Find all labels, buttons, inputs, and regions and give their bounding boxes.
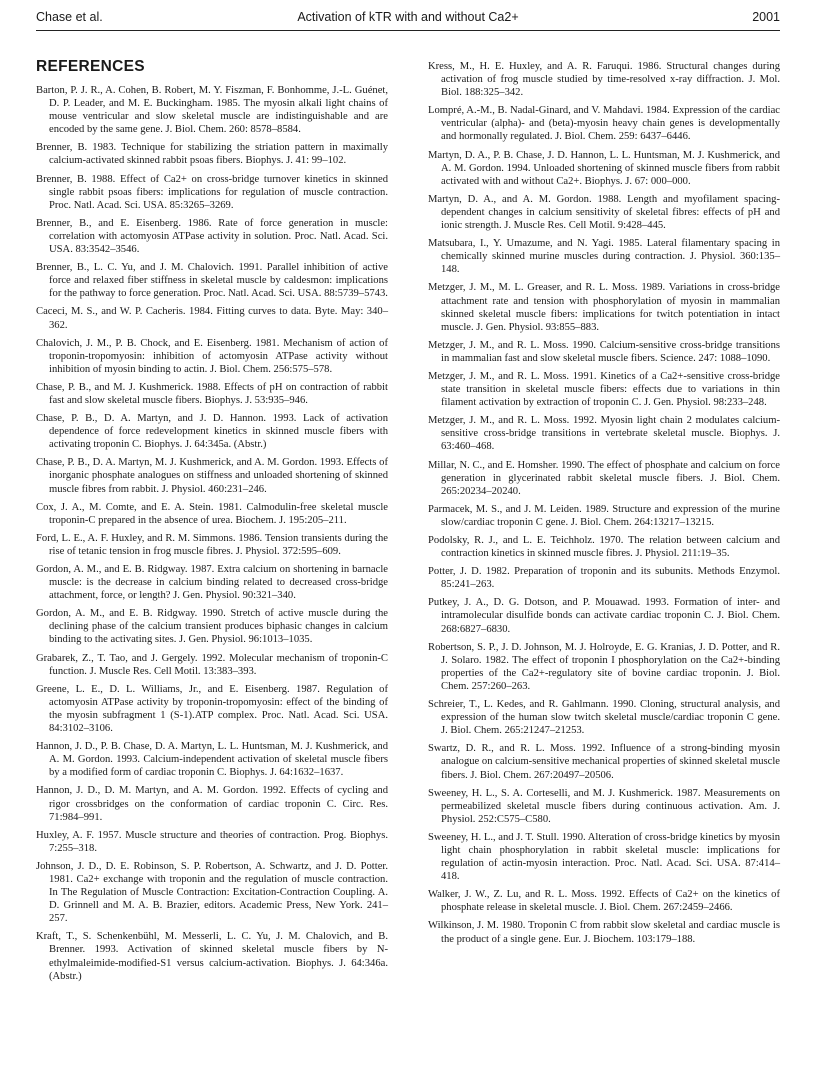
reference-entry: Metzger, J. M., and R. L. Moss. 1990. Calcium-sensitive cross-bridge transitions in mammalian fast and slow skeletal muscle fibers. Science. 247: 1088–1090. [428,339,780,364]
reference-entry: Ford, L. E., A. F. Huxley, and R. M. Simmons. 1986. Tension transients during the rise of tetanic tension in frog muscle fibres. J. Physiol. 372:595–609. [36,532,388,557]
reference-entry: Brenner, B., and E. Eisenberg. 1986. Rate of force generation in muscle: correlation with actomyosin ATPase activity in solution. Proc. Natl. Acad. Sci. USA. 83:3542–3546. [36,217,388,256]
reference-entry: Putkey, J. A., D. G. Dotson, and P. Mouawad. 1993. Formation of inter- and intramolecular disulfide bonds can activate cardiac troponin C. J. Biol. Chem. 268:6827–6830. [428,597,780,635]
reference-entry: Brenner, B. 1983. Technique for stabilizing the striation pattern in maximally calcium-activated skinned rabbit psoas fibers. Biophys. J. 41: 99–102. [36,142,388,167]
reference-entry: Cox, J. A., M. Comte, and E. A. Stein. 1981. Calmodulin-free skeletal muscle troponin-C prepared in the absence of urea. Biochem. J. 195:205–211. [36,501,388,526]
reference-entry: Sweeney, H. L., S. A. Corteselli, and M. J. Kushmerick. 1987. Measurements on permeabilized skeletal muscle fibers during continuous activation. Am. J. Physiol. 252:C575–C580. [428,787,780,825]
reference-entry: Chase, P. B., and M. J. Kushmerick. 1988. Effects of pH on contraction of rabbit fast and slow skeletal muscle fibers. Biophys. J. 53:935–946. [36,381,388,406]
page-number: 2001 [752,10,780,24]
reference-entry: Brenner, B., L. C. Yu, and J. M. Chalovich. 1991. Parallel inhibition of active force and relaxed fiber stiffness in skeletal muscle by caldesmon: implications for the pathway to force generation. Proc. Natl. Acad. Sci. USA. 88:5739–5743. [36,262,388,300]
reference-entry: Martyn, D. A., P. B. Chase, J. D. Hannon, L. L. Huntsman, M. J. Kushmerick, and A. M. Gordon. 1994. Unloaded shortening of skinned muscle fibers from rabbit activated with and without Ca2+. Biophys. J. 67: 000–000. [428,149,780,187]
reference-entry: Chase, P. B., D. A. Martyn, and J. D. Hannon. 1993. Lack of activation dependence of force redevelopment kinetics in skinned muscle fibers with activating troponin C. Biophys. J. 64:345a. (Abstr.) [36,413,388,451]
reference-entry: Huxley, A. F. 1957. Muscle structure and theories of contraction. Prog. Biophys. 7:255–318. [36,829,388,854]
references-heading: REFERENCES [36,58,145,75]
header-authors: Chase et al. [36,10,103,24]
reference-entry: Chalovich, J. M., P. B. Chock, and E. Eisenberg. 1981. Mechanism of action of troponin-tropomyosin: inhibition of actomyosin ATPase activity without inhibition of myosin binding to actin. J. Biol. Chem. 256:575–578. [36,337,388,375]
reference-entry: Wilkinson, J. M. 1980. Troponin C from rabbit slow skeletal and cardiac muscle is the product of a single gene. Eur. J. Biochem. 103:179–188. [428,920,780,945]
reference-entry: Metzger, J. M., and R. L. Moss. 1991. Kinetics of a Ca2+-sensitive cross-bridge state transition in skeletal muscle fibers: effects due to variations in thin filament activation by extraction of troponin C. J. Gen. Physiol. 98:233–248. [428,370,780,409]
reference-entry: Swartz, D. R., and R. L. Moss. 1992. Influence of a strong-binding myosin analogue on calcium-sensitive mechanical properties of skinned skeletal muscle fibers. J. Biol. Chem. 267:20497–20506. [428,743,780,781]
reference-entry: Millar, N. C., and E. Homsher. 1990. The effect of phosphate and calcium on force generation in glycerinated rabbit skeletal muscle fibers. J. Biol. Chem. 265:20234–20240. [428,459,780,497]
reference-entry: Barton, P. J. R., A. Cohen, B. Robert, M. Y. Fiszman, F. Bonhomme, J.-L. Guénet, D. P. Leader, and M. E. Buckingham. 1985. The myosin alkali light chains of mouse ventricular and slow skeletal muscle are indistinguishable and are encoded by the same gene. J. Biol. Chem. 260: 8578–8584. [36,85,388,136]
reference-entry: Grabarek, Z., T. Tao, and J. Gergely. 1992. Molecular mechanism of troponin-C function. J. Muscle Res. Cell Motil. 13:383–393. [36,652,388,677]
reference-entry: Kress, M., H. E. Huxley, and A. R. Faruqui. 1986. Structural changes during activation of frog muscle studied by time-resolved x-ray diffraction. J. Mol. Biol. 188:325–342. [428,61,780,99]
header-rule [36,30,780,31]
reference-entry: Walker, J. W., Z. Lu, and R. L. Moss. 1992. Effects of Ca2+ on the kinetics of phosphate release in skeletal muscle. J. Biol. Chem. 267:2459–2466. [428,889,780,914]
reference-entry: Podolsky, R. J., and L. E. Teichholz. 1970. The relation between calcium and contraction kinetics in skinned muscle fibres. J. Physiol. 211:19–35. [428,535,780,560]
reference-entry: Greene, L. E., D. L. Williams, Jr., and E. Eisenberg. 1987. Regulation of actomyosin ATPase activity by troponin-tropomyosin: effect of the binding of the myosin subfragment 1 (S-1).ATP complex. Proc. Natl. Acad. Sci. USA. 84:3102–3106. [36,683,388,735]
reference-entry: Metzger, J. M., and R. L. Moss. 1992. Myosin light chain 2 modulates calcium-sensitive cross-bridge transitions in vertebrate skeletal muscle. Biophys. J. 63:460–468. [428,415,780,453]
reference-entry: Gordon, A. M., and E. B. Ridgway. 1990. Stretch of active muscle during the declining phase of the calcium transient produces biphasic changes in calcium binding to the activating sites. J. Gen. Physiol. 96:1013–1035. [36,608,388,646]
running-header [36,10,780,30]
references-right-column [428,60,780,951]
reference-entry: Sweeney, H. L., and J. T. Stull. 1990. Alteration of cross-bridge kinetics by myosin light chain phosphorylation in rabbit skeletal muscle: implications for regulation of actin-myosin interaction. Proc. Natl. Acad. Sci. USA. 87:414–418. [428,831,780,883]
reference-entry: Brenner, B. 1988. Effect of Ca2+ on cross-bridge turnover kinetics in skinned single rabbit psoas fibers: implications for regulation of muscle contraction. Proc. Natl. Acad. Sci. USA. 85:3265–3269. [36,173,388,211]
reference-entry: Kraft, T., S. Schenkenbühl, M. Messerli, L. C. Yu, J. M. Chalovich, and B. Brenner. 1993. Activation of skinned skeletal muscle fibers by N-ethylmaleimide-modified-S1 versus calcium-activation. Biophys. J. 64:346a. (Abstr.) [36,931,388,982]
reference-entry: Martyn, D. A., and A. M. Gordon. 1988. Length and myofilament spacing-dependent changes in calcium sensitivity of skeletal fibres: effects of pH and ionic strength. J. Muscle Res. Cell Motil. 9:428–445. [428,193,780,232]
reference-entry: Hannon, J. D., D. M. Martyn, and A. M. Gordon. 1992. Effects of cycling and rigor crossbridges on the conformation of cardiac troponin C. Circ. Res. 71:984–991. [36,785,388,823]
reference-entry: Matsubara, I., Y. Umazume, and N. Yagi. 1985. Lateral filamentary spacing in chemically skinned murine muscles during contraction. J. Physiol. 360:135–148. [428,238,780,276]
reference-entry: Lompré, A.-M., B. Nadal-Ginard, and V. Mahdavi. 1984. Expression of the cardiac ventricular (alpha)- and (beta)-myosin heavy chain genes is developmentally and hormonally regulated. J. Biol. Chem. 259: 6437–6446. [428,105,780,143]
reference-entry: Caceci, M. S., and W. P. Cacheris. 1984. Fitting curves to data. Byte. May: 340–362. [36,306,388,331]
reference-entry: Schreier, T., L. Kedes, and R. Gahlmann. 1990. Cloning, structural analysis, and expression of the human slow twitch skeletal muscle/cardiac troponin C gene. J. Biol. Chem. 265:21247–21253. [428,699,780,737]
reference-entry: Robertson, S. P., J. D. Johnson, M. J. Holroyde, E. G. Kranias, J. D. Potter, and R. J. Solaro. 1982. The effect of troponin I phosphorylation on the Ca2+-binding properties of the Ca2+-regulatory site of bovine cardiac troponin. J. Biol. Chem. 257:260–263. [428,641,780,692]
reference-entry: Gordon, A. M., and E. B. Ridgway. 1987. Extra calcium on shortening in barnacle muscle: is the decrease in calcium binding related to decreased cross-bridge attachment, force, or length? J. Gen. Physiol. 90:321–340. [36,564,388,602]
references-left-column [36,84,388,988]
reference-entry: Potter, J. D. 1982. Preparation of troponin and its subunits. Methods Enzymol. 85:241–263. [428,566,780,591]
reference-entry: Johnson, J. D., D. E. Robinson, S. P. Robertson, A. Schwartz, and J. D. Potter. 1981. Ca2+ exchange with troponin and the regulation of muscle contraction. In The Regulation of Muscle Contraction: Excitation-Contraction Coupling. A. D. Grinnell and M. A. B. Brazier, editors. Academic Press, New York. 241–257. [36,860,388,925]
reference-entry: Hannon, J. D., P. B. Chase, D. A. Martyn, L. L. Huntsman, M. J. Kushmerick, and A. M. Gordon. 1993. Calcium-independent activation of skeletal muscle fibers by a modified form of cardiac troponin C. Biophys. J. 64:1632–1637. [36,741,388,779]
header-title: Activation of kTR with and without Ca2+ [297,10,519,24]
reference-entry: Parmacek, M. S., and J. M. Leiden. 1989. Structure and expression of the murine slow/cardiac troponin C gene. J. Biol. Chem. 264:13217–13215. [428,503,780,528]
reference-entry: Metzger, J. M., M. L. Greaser, and R. L. Moss. 1989. Variations in cross-bridge attachment rate and tension with phosphorylation of myosin in mammalian skinned skeletal muscle fibers: implications for twitch potentiation in intact muscle. J. Gen. Physiol. 93:855–883. [428,282,780,333]
reference-entry: Chase, P. B., D. A. Martyn, M. J. Kushmerick, and A. M. Gordon. 1993. Effects of inorganic phosphate analogues on stiffness and unloaded shortening of skinned muscle fibres from rabbit. J. Physiol. 460:231–246. [36,457,388,495]
